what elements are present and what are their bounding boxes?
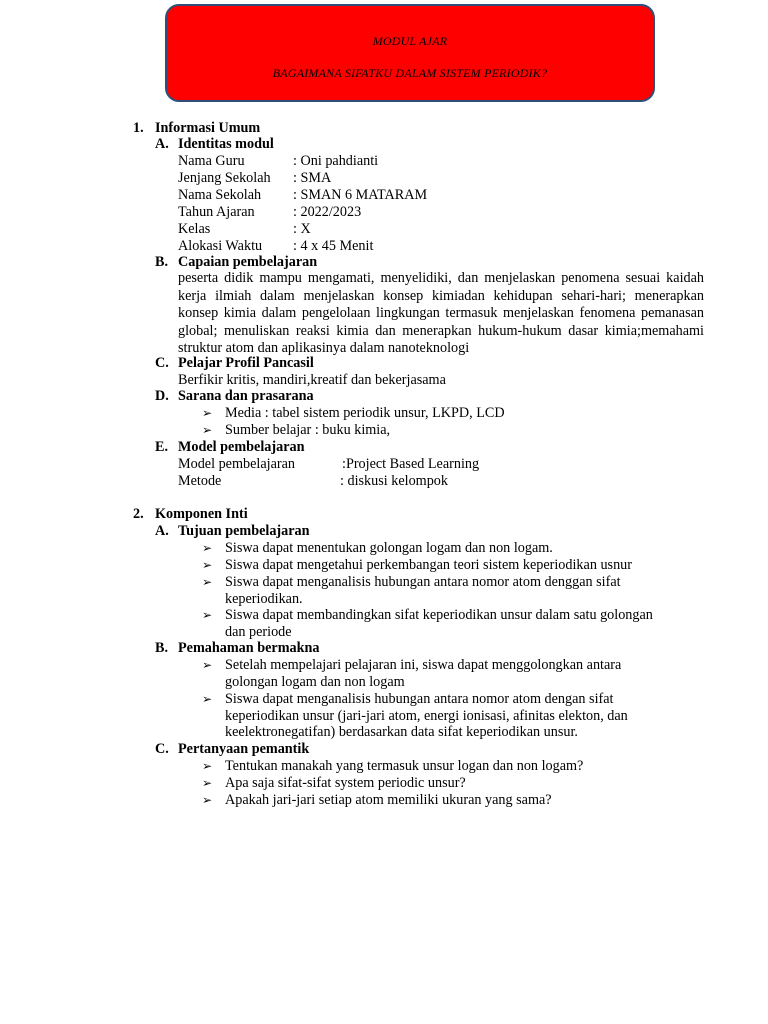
arrow-bullet-icon: ➢ (202, 608, 213, 622)
arrow-bullet-icon: ➢ (202, 558, 213, 572)
identity-label: Jenjang Sekolah (178, 170, 271, 186)
subsection-letter: D. (155, 388, 169, 404)
model-value: :Project Based Learning (342, 456, 480, 472)
list-item: Siswa dapat membandingkan sifat keperiodikan unsur dalam satu golongan (225, 607, 653, 623)
subsection-letter: A. (155, 136, 169, 152)
identity-label: Nama Guru (178, 153, 245, 169)
model-label: Model pembelajaran (178, 456, 295, 472)
subsection-title: Pelajar Profil Pancasil (178, 355, 314, 371)
identity-value: : SMAN 6 MATARAM (293, 187, 428, 203)
list-item-continuation: dan periode (225, 624, 292, 640)
module-subtitle: BAGAIMANA SIFATKU DALAM SISTEM PERIODIK? (272, 66, 548, 80)
model-value: : diskusi kelompok (340, 473, 448, 489)
module-title: MODUL AJAR (372, 34, 448, 48)
arrow-bullet-icon: ➢ (202, 541, 213, 555)
arrow-bullet-icon: ➢ (202, 575, 213, 589)
identity-value: : 4 x 45 Menit (293, 238, 374, 254)
learning-outcome-paragraph: peserta didik mampu mengamati, menyelidiki, dan menjelaskan penomena sesuai kaidah kerja ilmiah dalam menjelaskan konsep kimiadan kehidupan sehari-hari; menerapkan konsep kimia dalam pengelolaan lingkungan termasuk menjelaskan fenomena pemanasan global; menuliskan reaksi kimia dan menerapkan hukum-hukum dasar kimia;memahami struktur atom dan aplikasinya dalam nanoteknologi (178, 270, 704, 356)
title-banner (165, 4, 655, 102)
subsection-title: Tujuan pembelajaran (178, 523, 310, 539)
arrow-bullet-icon: ➢ (202, 776, 213, 790)
list-item: Sumber belajar : buku kimia, (225, 422, 391, 438)
list-item-continuation: keperiodikan unsur (jari-jari atom, energi ionisasi, afinitas elekton, dan (225, 708, 628, 724)
subsection-letter: C. (155, 355, 169, 371)
arrow-bullet-icon: ➢ (202, 759, 213, 773)
profile-text: Berfikir kritis, mandiri,kreatif dan bekerjasama (178, 372, 446, 388)
section-title: Informasi Umum (155, 120, 261, 136)
subsection-letter: E. (155, 439, 169, 455)
model-label: Metode (178, 473, 222, 489)
subsection-title: Sarana dan prasarana (178, 388, 314, 404)
list-item: Siswa dapat mengetahui perkembangan teori sistem keperiodikan usnur (225, 557, 632, 573)
identity-label: Alokasi Waktu (178, 238, 263, 254)
subsection-title: Pemahaman bermakna (178, 640, 320, 656)
list-item-continuation: keelektronegatifan) berdasarkan data sifat keperiodikan unsur. (225, 724, 578, 740)
identity-value: : 2022/2023 (293, 204, 362, 220)
list-item-continuation: keperiodikan. (225, 591, 303, 607)
section-number: 1. (133, 120, 144, 136)
section-number: 2. (133, 506, 144, 522)
subsection-title: Identitas modul (178, 136, 274, 152)
arrow-bullet-icon: ➢ (202, 793, 213, 807)
list-item: Media : tabel sistem periodik unsur, LKPD, LCD (225, 405, 505, 421)
subsection-title: Pertanyaan pemantik (178, 741, 310, 757)
list-item: Tentukan manakah yang termasuk unsur logan dan non logam? (225, 758, 584, 774)
identity-label: Kelas (178, 221, 211, 237)
subsection-title: Capaian pembelajaran (178, 254, 318, 270)
arrow-bullet-icon: ➢ (202, 692, 213, 706)
subsection-letter: C. (155, 741, 169, 757)
arrow-bullet-icon: ➢ (202, 423, 213, 437)
section-title: Komponen Inti (155, 506, 248, 522)
identity-label: Tahun Ajaran (178, 204, 255, 220)
list-item: Setelah mempelajari pelajaran ini, siswa dapat menggolongkan antara (225, 657, 622, 673)
list-item: Apa saja sifat-sifat system periodic unsur? (225, 775, 466, 791)
arrow-bullet-icon: ➢ (202, 406, 213, 420)
subsection-letter: B. (155, 640, 169, 656)
list-item-continuation: golongan logam dan non logam (225, 674, 405, 690)
list-item: Siswa dapat menganalisis hubungan antara nomor atom dengan sifat (225, 691, 614, 707)
arrow-bullet-icon: ➢ (202, 658, 213, 672)
list-item: Apakah jari-jari setiap atom memiliki ukuran yang sama? (225, 792, 552, 808)
subsection-letter: A. (155, 523, 169, 539)
subsection-title: Model pembelajaran (178, 439, 305, 455)
identity-value: : Oni pahdianti (293, 153, 379, 169)
identity-value: : SMA (293, 170, 332, 186)
subsection-letter: B. (155, 254, 169, 270)
identity-value: : X (293, 221, 311, 237)
list-item: Siswa dapat menentukan golongan logam dan non logam. (225, 540, 553, 556)
list-item: Siswa dapat menganalisis hubungan antara nomor atom denggan sifat (225, 574, 621, 590)
identity-label: Nama Sekolah (178, 187, 262, 203)
